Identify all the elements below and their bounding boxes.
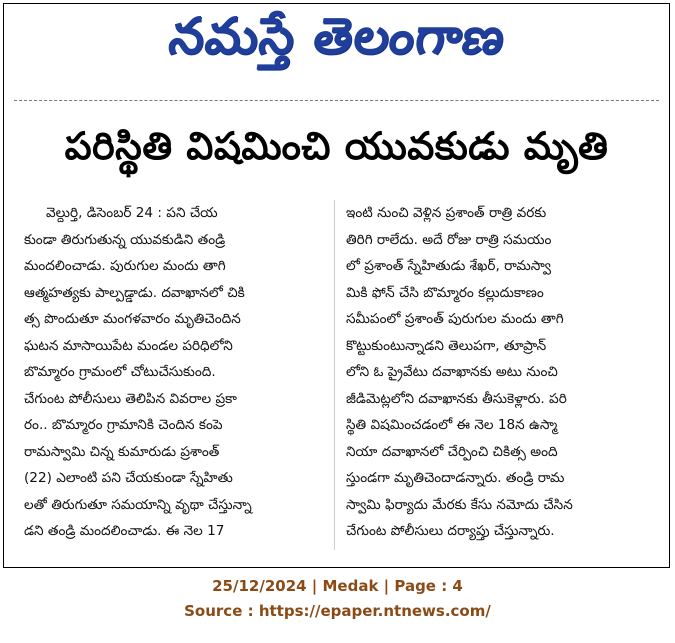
article-line: రం.. బొమ్మారం గ్రామానికి చెందిన కంపె bbox=[24, 417, 223, 433]
article-line: మందలించాడు. పురుగుల మందు తాగి bbox=[24, 258, 226, 274]
article-line: రామస్వామి చిన్న కుమారుడు ప్రశాంత్ bbox=[24, 443, 220, 460]
article-line: జీడిమెట్లలోని దవాఖానకు తీసుకెళ్లారు. పరి bbox=[346, 390, 567, 407]
article-line: డని తండ్రి మందలించాడు. ఈ నెల 17 bbox=[24, 523, 225, 539]
article-line: త్స పొందుతూ మంగళవారం మృతిచెందిన bbox=[24, 311, 241, 327]
article-line: లో ప్రశాంత్ స్నేహితుడు శేఖర్, రామస్వా bbox=[346, 258, 552, 274]
article-line: స్వామి ఫిర్యాదు మేరకు కేసు నమోదు చేసిన bbox=[346, 496, 573, 513]
article-line: చేగుంట పోలీసులు తెలిపిన వివరాల ప్రకా bbox=[24, 390, 237, 407]
masthead-divider bbox=[14, 100, 659, 101]
article-column-right bbox=[346, 200, 636, 545]
article-line: సమీపంలో ప్రశాంత్ పురుగుల మందు తాగి bbox=[346, 311, 564, 327]
article-line: (22) ఎలాంటి పని చేయకుండా స్నేహితు bbox=[24, 470, 233, 486]
article-headline: పరిస్థితి విషమించి యువకుడు మృతి bbox=[64, 124, 609, 168]
article-line: లోని ఓ ప్రైవేటు దవాఖానకు అటు నుంచి bbox=[346, 364, 558, 380]
article-line: ఇంటి నుంచి వెళ్లిన ప్రశాంత్ రాత్రి వరకు bbox=[346, 205, 547, 221]
article-line: ఆత్మహత్యకు పాల్పడ్డాడు. దవాఖానలో చికి bbox=[24, 284, 245, 301]
column-divider bbox=[334, 200, 335, 550]
article-line: ఘటన మాసాయిపేట మండల పరిధిలోని bbox=[24, 337, 233, 354]
publication-info: 25/12/2024 | Medak | Page : 4 bbox=[212, 577, 463, 595]
article-line: నియా దవాఖానలో చేర్పించి చికిత్స అంది bbox=[346, 443, 558, 460]
article-line: కొట్టుకుంటున్నాడని తెలుపగా, తూప్రాన్ bbox=[346, 337, 547, 354]
article-line: తిరిగి రాలేదు. అదే రోజు రాత్రి సమయం bbox=[346, 231, 552, 248]
news-clipping bbox=[3, 3, 670, 568]
article-line: వెల్దుర్తి, డిసెంబర్ 24 : పని చేయ bbox=[46, 205, 218, 221]
article-line: స్థితి విషమించడంలో ఈ నెల 18న ఉస్మా bbox=[346, 417, 558, 433]
article-column-left bbox=[24, 200, 314, 545]
article-line: కుండా తిరుగుతున్న యువకుడిని తండ్రి bbox=[24, 231, 226, 248]
article-line: బొమ్మారం గ్రామంలో చోటుచేసుకుంది. bbox=[24, 364, 216, 380]
article-line: చేగుంట పోలీసులు దర్యాప్తు చేస్తున్నారు. bbox=[346, 523, 555, 539]
source-footer bbox=[0, 574, 675, 624]
article-line: లతో తిరుగుతూ సమయాన్ని వృథా చేస్తున్నా bbox=[24, 496, 252, 513]
source-url: Source : https://epaper.ntnews.com/ bbox=[184, 602, 491, 620]
newspaper-masthead: నమస్తే తెలంగాణ bbox=[165, 6, 510, 65]
article-line: స్తుండగా మృతిచెందాడన్నారు. తండ్రి రామ bbox=[346, 470, 565, 486]
article-line: మికి ఫోన్ చేసి బొమ్మారం కల్లుదుకాణం bbox=[346, 284, 544, 301]
